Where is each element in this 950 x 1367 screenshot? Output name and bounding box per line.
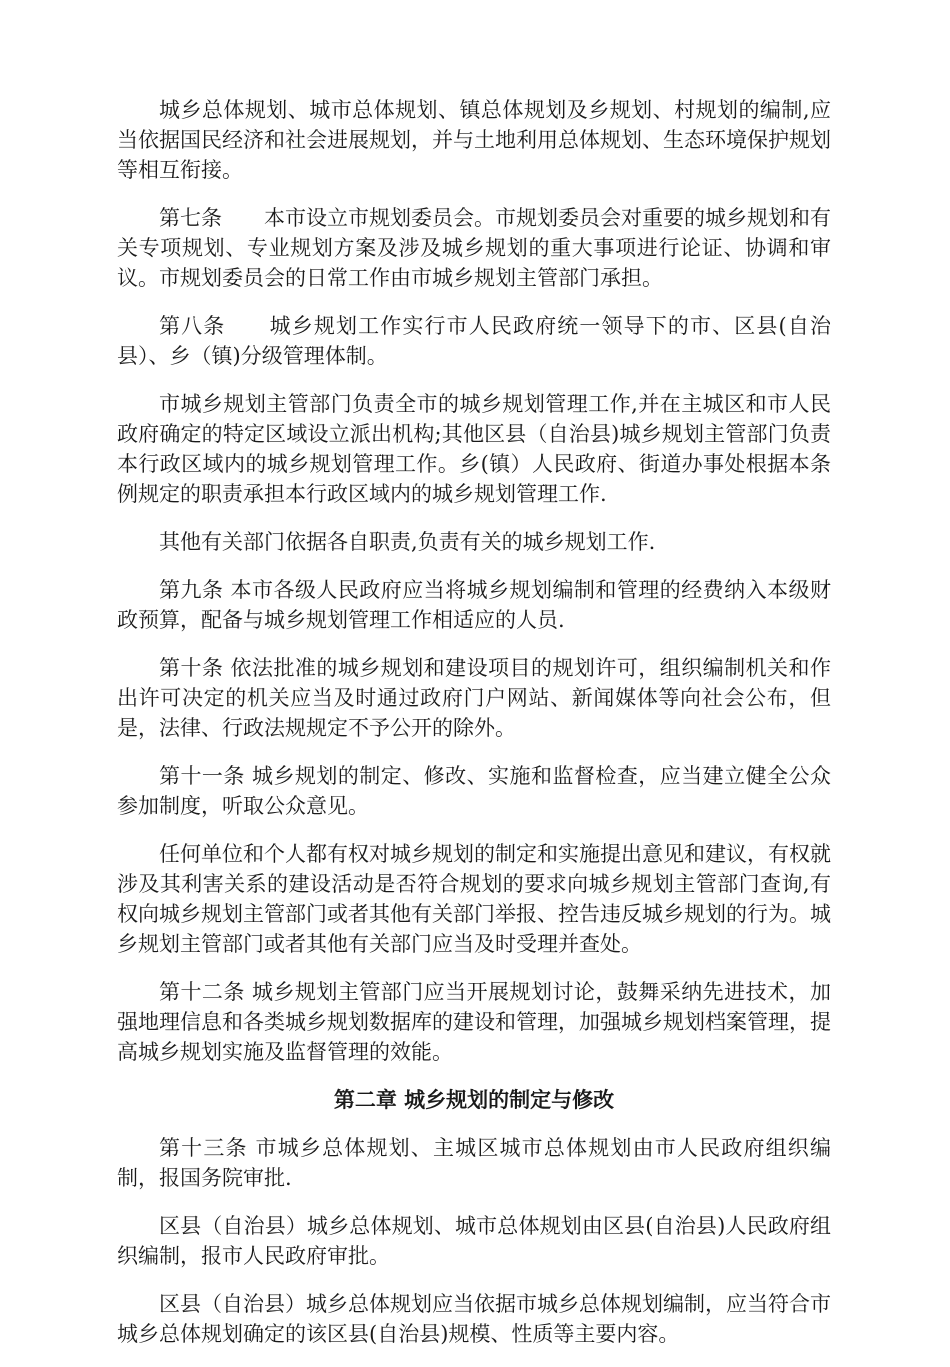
- article-7-paragraph: 第七条 本市设立市规划委员会。市规划委员会对重要的城乡规划和有关专项规划、专业规划方案及涉及城乡规划的重大事项进行论证、协调和审议。市规划委员会的日常工作由市城乡规划主管部门承担。: [117, 206, 831, 290]
- paragraph: 市城乡规划主管部门负责全市的城乡规划管理工作,并在主城区和市人民政府确定的特定区域设立派出机构;其他区县（自治县)城乡规划主管部门负责本行政区域内的城乡规划管理工作。乡(镇）人民政府、街道办事处根据本条例规定的职责承担本行政区域内的城乡规划管理工作.: [117, 392, 831, 506]
- paragraph: 城乡总体规划、城市总体规划、镇总体规划及乡规划、村规划的编制,应当依据国民经济和社会进展规划，并与土地利用总体规划、生态环境保护规划等相互衔接。: [117, 98, 831, 182]
- article-8-paragraph: 第八条 城乡规划工作实行市人民政府统一领导下的市、区县(自治县）、乡（镇)分级管理体制。: [117, 314, 831, 368]
- article-11-paragraph: 第十一条 城乡规划的制定、修改、实施和监督检查，应当建立健全公众参加制度，听取公众意见。: [117, 764, 831, 818]
- article-12-paragraph: 第十二条 城乡规划主管部门应当开展规划讨论，鼓舞采纳先进技术，加强地理信息和各类城乡规划数据库的建设和管理，加强城乡规划档案管理，提高城乡规划实施及监督管理的效能。: [117, 980, 831, 1064]
- paragraph: 区县（自治县）城乡总体规划应当依据市城乡总体规划编制，应当符合市城乡总体规划确定的该区县(自治县)规模、性质等主要内容。: [117, 1292, 831, 1346]
- article-9-paragraph: 第九条 本市各级人民政府应当将城乡规划编制和管理的经费纳入本级财政预算，配备与城乡规划管理工作相适应的人员.: [117, 578, 831, 632]
- paragraph: 区县（自治县）城乡总体规划、城市总体规划由区县(自治县)人民政府组织编制，报市人民政府审批。: [117, 1214, 831, 1268]
- chapter-heading: 第二章 城乡规划的制定与修改: [333, 1087, 615, 1112]
- paragraph: 任何单位和个人都有权对城乡规划的制定和实施提出意见和建议，有权就涉及其利害关系的建设活动是否符合规划的要求向城乡规划主管部门查询,有权向城乡规划主管部门或者其他有关部门举报、控告违反城乡规划的行为。城乡规划主管部门或者其他有关部门应当及时受理并查处。: [117, 842, 831, 956]
- document-body: [117, 95, 831, 1367]
- paragraph: 其他有关部门依据各自职责,负责有关的城乡规划工作.: [159, 530, 656, 554]
- article-10-paragraph: 第十条 依法批准的城乡规划和建设项目的规划许可，组织编制机关和作出许可决定的机关应当及时通过政府门户网站、新闻媒体等向社会公布，但是，法律、行政法规规定不予公开的除外。: [117, 656, 831, 740]
- article-13-paragraph: 第十三条 市城乡总体规划、主城区城市总体规划由市人民政府组织编制，报国务院审批.: [117, 1136, 831, 1190]
